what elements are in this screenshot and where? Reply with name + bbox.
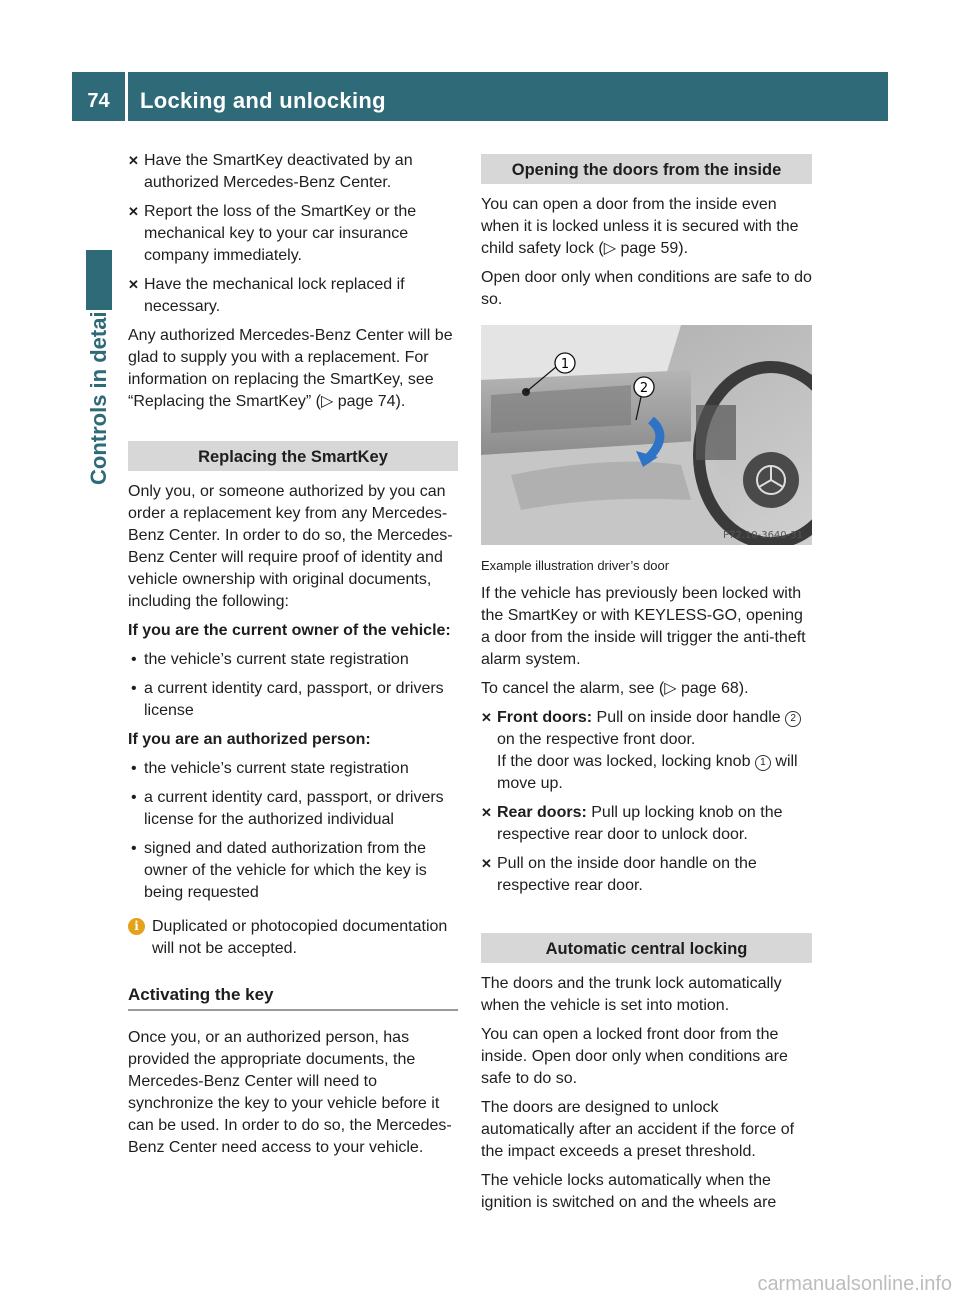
- section-heading: Replacing the SmartKey: [128, 441, 458, 471]
- bullet-icon: •: [131, 680, 137, 697]
- paragraph: If the vehicle has previously been locked with the SmartKey or with KEYLESS-GO, opening a door from the inside will trigger the anti-theft alarm system.: [481, 585, 806, 668]
- list-item: [128, 649, 458, 671]
- left-column: [128, 150, 458, 1166]
- callout-1-ref: 1: [755, 755, 771, 771]
- instruction-step: [481, 707, 812, 795]
- instruction-step: [128, 201, 458, 267]
- step-marker-icon: ✕: [128, 204, 139, 219]
- header-separator: [125, 72, 128, 121]
- callout-1: 1: [560, 357, 570, 372]
- list-item-text: a current identity card, passport, or drivers license for the authorized individual: [144, 789, 444, 828]
- paragraph: The doors and the trunk lock automatically when the vehicle is set into motion.: [481, 975, 782, 1014]
- group-heading: If you are the current owner of the vehicle:: [128, 622, 451, 639]
- step-marker-icon: ✕: [481, 805, 492, 820]
- list-item: [128, 758, 458, 780]
- bullet-icon: •: [131, 840, 137, 857]
- paragraph: You can open a door from the inside even when it is locked unless it is secured with the child safety lock (▷ page 59).: [481, 196, 799, 257]
- list-item-text: signed and dated authorization from the owner of the vehicle for which the key is being requested: [144, 840, 427, 901]
- step-text: Report the loss of the SmartKey or the mechanical key to your car insurance company immediately.: [144, 203, 417, 264]
- paragraph: Any authorized Mercedes-Benz Center will be glad to supply you with a replacement. For information on replacing the SmartKey, see “Replacing the SmartKey” (▷ page 74).: [128, 327, 453, 410]
- info-note-text: Duplicated or photocopied documentation will not be accepted.: [152, 918, 448, 957]
- step-text: Pull on inside door handle: [596, 709, 781, 726]
- right-column: [481, 150, 812, 1221]
- paragraph: To cancel the alarm, see (▷ page 68).: [481, 680, 749, 697]
- door-illustration: [481, 325, 812, 545]
- callout-2-ref: 2: [785, 711, 801, 727]
- bullet-icon: •: [131, 789, 137, 806]
- group-heading: If you are an authorized person:: [128, 731, 371, 748]
- list-item: [128, 787, 458, 831]
- info-note: [128, 916, 458, 960]
- list-item-text: the vehicle’s current state registration: [144, 651, 409, 668]
- side-tab-label: Controls in detail: [86, 305, 111, 485]
- callout-2: 2: [639, 381, 649, 396]
- instruction-step: [128, 274, 458, 318]
- door-illustration-image: [481, 325, 812, 545]
- step-marker-icon: ✕: [128, 277, 139, 292]
- bullet-icon: •: [131, 651, 137, 668]
- bullet-icon: •: [131, 760, 137, 777]
- instruction-step: [128, 150, 458, 194]
- step-marker-icon: ✕: [481, 710, 492, 725]
- info-icon: i: [128, 918, 145, 935]
- watermark: carmanualsonline.info: [757, 1273, 952, 1295]
- step-marker-icon: ✕: [481, 856, 492, 871]
- subsection-heading: Activating the key: [128, 984, 458, 1011]
- figure-code: P72.10-3640-31: [722, 530, 803, 541]
- side-tab-block: [86, 250, 112, 310]
- step-text: Pull on the inside door handle on the respective rear door.: [497, 855, 757, 894]
- step-text: Have the mechanical lock replaced if necessary.: [144, 276, 405, 315]
- step-label: Front doors:: [497, 709, 593, 726]
- section-heading: Opening the doors from the inside: [481, 154, 812, 184]
- page-number: 74: [87, 90, 110, 112]
- step-text: If the door was locked, locking knob: [497, 753, 751, 770]
- step-text: Pull up locking knob on the respective rear door to unlock door.: [497, 804, 783, 843]
- step-text: on the respective front door.: [497, 731, 696, 748]
- list-item-text: the vehicle’s current state registration: [144, 760, 409, 777]
- paragraph: Open door only when conditions are safe to do so.: [481, 269, 812, 308]
- section-heading: Automatic central locking: [481, 933, 812, 963]
- figure-caption: Example illustration driver’s door: [481, 558, 670, 573]
- paragraph: Once you, or an authorized person, has provided the appropriate documents, the Mercedes-Benz Center will need to synchronize the key to your vehicle before it can be used. In order to do so, the Mercedes-Benz Center need access to your vehicle.: [128, 1029, 452, 1156]
- list-item: [128, 838, 458, 904]
- instruction-step: [481, 802, 812, 846]
- list-item-text: a current identity card, passport, or drivers license: [144, 680, 444, 719]
- step-text: Have the SmartKey deactivated by an authorized Mercedes-Benz Center.: [144, 152, 413, 191]
- step-marker-icon: ✕: [128, 153, 139, 168]
- paragraph: The vehicle locks automatically when the ignition is switched on and the wheels are: [481, 1172, 777, 1211]
- paragraph: You can open a locked front door from the inside. Open door only when conditions are safe to do so.: [481, 1026, 788, 1087]
- page-title: Locking and unlocking: [140, 88, 386, 113]
- step-text: will move up.: [497, 753, 798, 792]
- list-item: [128, 678, 458, 722]
- paragraph: The doors are designed to unlock automatically after an accident if the force of the impact exceeds a preset threshold.: [481, 1099, 795, 1160]
- step-label: Rear doors:: [497, 804, 587, 821]
- instruction-step: [481, 853, 812, 897]
- paragraph: Only you, or someone authorized by you can order a replacement key from any Mercedes-Benz Center. In order to do so, the Mercedes-Benz Center will require proof of identity and vehicle ownership with original documents, including the following:: [128, 483, 453, 610]
